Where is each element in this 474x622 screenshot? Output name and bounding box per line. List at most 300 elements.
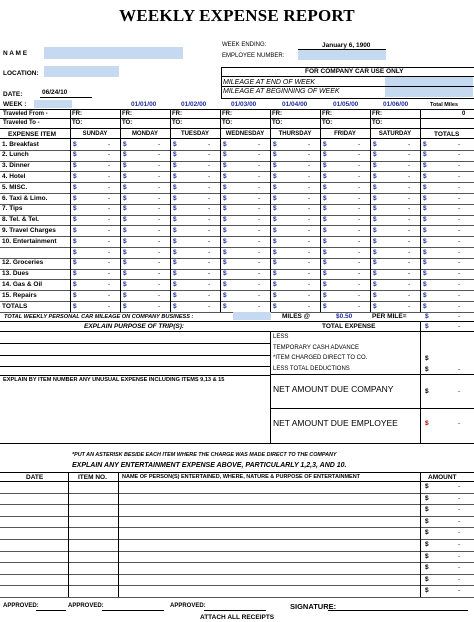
dollar-sign: $ (73, 248, 77, 256)
dollar-sign: $ (173, 259, 177, 267)
expense-row-label: 4. Hotel (2, 172, 26, 180)
dollar-sign: $ (73, 162, 77, 170)
day-header: MONDAY (131, 131, 159, 137)
amount-cell[interactable]: - (458, 226, 461, 234)
travel-to-cell[interactable]: TO: (372, 120, 383, 126)
per-mile-label: PER MILE= (372, 313, 407, 320)
ent-item-header: ITEM NO. (78, 474, 107, 481)
amount-cell[interactable]: - (358, 259, 361, 267)
dollar-sign: $ (423, 237, 427, 245)
dollar-sign: $ (73, 270, 77, 278)
amount-cell[interactable]: - (108, 216, 111, 224)
amount-cell[interactable]: - (258, 151, 261, 159)
amount-cell[interactable]: - (308, 151, 311, 159)
amount-cell[interactable]: - (208, 140, 211, 148)
net-company-dollar: $ (425, 388, 429, 395)
week-date: 01/04/00 (282, 101, 308, 108)
amount-cell[interactable]: - (308, 280, 311, 288)
ent-amount[interactable]: - (458, 494, 461, 502)
dollar-sign: $ (123, 302, 127, 310)
dollar-sign: $ (273, 280, 277, 288)
location-field[interactable] (44, 66, 119, 77)
dollar-sign: $ (223, 140, 227, 148)
dollar-sign: $ (273, 216, 277, 224)
ent-amount[interactable]: - (458, 529, 461, 537)
amount-cell[interactable]: - (308, 162, 311, 170)
week-date: 01/01/00 (131, 101, 157, 108)
amount-cell[interactable]: - (108, 280, 111, 288)
ent-dollar: $ (425, 517, 429, 525)
dollar-sign: $ (373, 216, 377, 224)
expense-row-label: 8. Tel. & Tel. (2, 216, 39, 224)
amount-cell[interactable]: - (208, 205, 211, 213)
amount-cell[interactable]: - (108, 226, 111, 234)
amount-cell[interactable]: - (208, 248, 211, 256)
dollar-sign: $ (173, 226, 177, 234)
dollar-sign: $ (223, 291, 227, 299)
amount-cell[interactable]: - (358, 205, 361, 213)
dollar-sign: $ (323, 162, 327, 170)
amount-cell[interactable]: - (208, 270, 211, 278)
amount-cell[interactable]: - (408, 194, 411, 202)
dollar-sign: $ (273, 237, 277, 245)
amount-cell[interactable]: - (158, 259, 161, 267)
mileage-rate: $0.50 (336, 313, 353, 320)
travel-from-cell[interactable]: FR: (122, 111, 132, 117)
dollar-sign: $ (323, 291, 327, 299)
dollar-sign: $ (273, 151, 277, 159)
amount-cell[interactable]: - (308, 205, 311, 213)
ent-dollar: $ (425, 483, 429, 490)
dollar-sign: $ (373, 237, 377, 245)
dollar-sign: $ (323, 248, 327, 256)
dollar-sign: $ (73, 205, 77, 213)
amount-cell[interactable]: - (158, 172, 161, 180)
net-company-label: NET AMOUNT DUE COMPANY (273, 384, 394, 394)
amount-cell[interactable]: - (408, 291, 411, 299)
amount-cell[interactable]: - (408, 140, 411, 148)
amount-cell[interactable]: - (358, 291, 361, 299)
ent-amount[interactable]: - (458, 575, 461, 583)
dollar-sign: $ (223, 162, 227, 170)
dollar-sign: $ (223, 226, 227, 234)
amount-cell[interactable]: - (158, 205, 161, 213)
amount-cell[interactable]: - (208, 280, 211, 288)
amount-cell[interactable]: - (258, 205, 261, 213)
amount-cell[interactable]: - (308, 291, 311, 299)
name-field[interactable] (44, 47, 183, 59)
amount-cell[interactable]: - (258, 270, 261, 278)
amount-cell[interactable]: - (258, 216, 261, 224)
week-date: 01/05/00 (333, 101, 359, 108)
dollar-sign: $ (373, 162, 377, 170)
charged-direct-dollar: $ (425, 355, 429, 362)
dollar-sign: $ (73, 302, 77, 310)
amount-cell[interactable]: - (308, 302, 311, 310)
dollar-sign: $ (273, 226, 277, 234)
amount-cell[interactable]: - (408, 162, 411, 170)
total-expense-dollar: $ (425, 323, 429, 330)
dollar-sign: $ (223, 302, 227, 310)
ent-persons-header: NAME OF PERSON(S) ENTERTAINED, WHERE, NATURE & PURPOSE OF ENTERTAINMENT (122, 474, 361, 480)
dollar-sign: $ (323, 151, 327, 159)
amount-cell[interactable]: - (358, 140, 361, 148)
amount-cell[interactable]: - (458, 216, 461, 224)
amount-cell[interactable]: - (158, 140, 161, 148)
amount-cell[interactable]: - (258, 194, 261, 202)
dollar-sign: $ (223, 259, 227, 267)
dollar-sign: $ (223, 172, 227, 180)
date-label: DATE: (3, 91, 23, 98)
amount-cell[interactable]: - (258, 172, 261, 180)
ent-amount[interactable]: - (458, 483, 461, 490)
dollar-sign: $ (423, 302, 427, 310)
mileage-end-field[interactable] (385, 77, 473, 86)
ent-dollar: $ (425, 541, 429, 548)
dollar-sign: $ (173, 183, 177, 191)
week-ending-value: January 6, 1900 (322, 42, 371, 49)
amount-cell[interactable]: - (108, 194, 111, 202)
total-expense-label: TOTAL EXPENSE (322, 323, 376, 330)
location-label: LOCATION: (3, 70, 39, 77)
amount-cell[interactable]: - (108, 162, 111, 170)
amount-cell[interactable]: - (108, 172, 111, 180)
dollar-sign: $ (223, 216, 227, 224)
amount-cell[interactable]: - (258, 291, 261, 299)
miles-field[interactable] (233, 312, 271, 320)
amount-cell[interactable]: - (258, 140, 261, 148)
amount-cell[interactable]: - (358, 162, 361, 170)
amount-cell[interactable]: - (108, 140, 111, 148)
amount-cell[interactable]: - (358, 172, 361, 180)
mileage-end-label: MILEAGE AT END OF WEEK (223, 79, 316, 86)
dollar-sign: $ (423, 172, 427, 180)
dollar-sign: $ (173, 237, 177, 245)
amount-cell[interactable]: - (458, 205, 461, 213)
amount-cell[interactable]: - (408, 248, 411, 256)
dollar-sign: $ (123, 162, 127, 170)
dollar-sign: $ (323, 226, 327, 234)
expense-row-label: 6. Taxi & Limo. (2, 194, 48, 202)
dollar-sign: $ (273, 259, 277, 267)
dollar-sign: $ (223, 270, 227, 278)
amount-cell[interactable]: - (358, 226, 361, 234)
amount-cell[interactable]: - (258, 248, 261, 256)
amount-cell[interactable]: - (258, 237, 261, 245)
amount-cell[interactable]: - (158, 248, 161, 256)
dollar-sign: $ (273, 205, 277, 213)
dollar-sign: $ (373, 183, 377, 191)
ent-amount[interactable]: - (458, 552, 461, 560)
amount-cell[interactable]: - (408, 216, 411, 224)
amount-cell[interactable]: - (208, 162, 211, 170)
dollar-sign: $ (223, 183, 227, 191)
dollar-sign: $ (73, 280, 77, 288)
dollar-sign: $ (423, 259, 427, 267)
dollar-sign: $ (123, 205, 127, 213)
dollar-sign: $ (173, 216, 177, 224)
week-ending-label: WEEK ENDING: (222, 42, 267, 48)
week-date: 01/02/00 (181, 101, 207, 108)
travel-from-cell[interactable]: FR: (272, 111, 282, 117)
amount-cell[interactable]: - (458, 259, 461, 267)
totals-header: TOTALS (434, 131, 460, 138)
dollar-sign: $ (373, 151, 377, 159)
dollar-sign: $ (323, 237, 327, 245)
ent-dollar: $ (425, 494, 429, 502)
dollar-sign: $ (173, 172, 177, 180)
amount-cell[interactable]: - (308, 270, 311, 278)
amount-cell[interactable]: - (458, 302, 461, 310)
dollar-sign: $ (123, 194, 127, 202)
purpose-label: EXPLAIN PURPOSE OF TRIP(S): (84, 323, 185, 330)
less-label: LESS (273, 334, 289, 340)
amount-cell[interactable]: - (358, 248, 361, 256)
expense-row-label: 10. Entertainment (2, 237, 57, 245)
miles-at-label: MILES @ (282, 313, 311, 320)
amount-cell[interactable]: - (358, 194, 361, 202)
amount-cell[interactable]: - (408, 226, 411, 234)
amount-cell[interactable]: - (358, 151, 361, 159)
amount-cell[interactable]: - (158, 291, 161, 299)
dollar-sign: $ (373, 194, 377, 202)
dollar-sign: $ (423, 216, 427, 224)
dollar-sign: $ (273, 183, 277, 191)
amount-cell[interactable]: - (158, 237, 161, 245)
dollar-sign: $ (373, 205, 377, 213)
travel-from-cell[interactable]: FR: (172, 111, 182, 117)
amount-cell[interactable]: - (208, 226, 211, 234)
dollar-sign: $ (373, 226, 377, 234)
amount-cell[interactable]: - (108, 237, 111, 245)
week-label: WEEK : (3, 101, 27, 108)
travel-to-cell[interactable]: TO: (122, 120, 133, 126)
amount-cell[interactable]: - (308, 194, 311, 202)
travel-to-cell[interactable]: TO: (272, 120, 283, 126)
dollar-sign: $ (273, 270, 277, 278)
amount-cell[interactable]: - (408, 237, 411, 245)
dollar-sign: $ (223, 237, 227, 245)
amount-cell[interactable]: - (208, 183, 211, 191)
dollar-sign: $ (173, 291, 177, 299)
dollar-sign: $ (373, 259, 377, 267)
amount-cell[interactable]: - (308, 237, 311, 245)
amount-cell[interactable]: - (158, 280, 161, 288)
amount-cell[interactable]: - (408, 302, 411, 310)
amount-cell[interactable]: - (258, 226, 261, 234)
amount-cell[interactable]: - (358, 216, 361, 224)
ent-amount[interactable]: - (458, 517, 461, 525)
amount-cell[interactable]: - (258, 259, 261, 267)
amount-cell[interactable]: - (158, 216, 161, 224)
dollar-sign: $ (273, 248, 277, 256)
amount-cell[interactable]: - (458, 162, 461, 170)
traveled-from-label: Traveled From - (3, 111, 48, 117)
amount-cell[interactable]: - (208, 302, 211, 310)
amount-cell[interactable]: - (458, 140, 461, 148)
travel-to-cell[interactable]: TO: (72, 120, 83, 126)
travel-from-cell[interactable]: FR: (72, 111, 82, 117)
ent-dollar: $ (425, 564, 429, 572)
dollar-sign: $ (223, 248, 227, 256)
expense-row-label: 12. Groceries (2, 259, 44, 267)
dollar-sign: $ (223, 205, 227, 213)
amount-cell[interactable]: - (208, 216, 211, 224)
travel-to-cell[interactable]: TO: (222, 120, 233, 126)
ent-dollar: $ (425, 587, 429, 595)
amount-cell[interactable]: - (308, 183, 311, 191)
amount-cell[interactable]: - (208, 237, 211, 245)
dollar-sign: $ (73, 140, 77, 148)
amount-cell[interactable]: - (258, 302, 261, 310)
amount-cell[interactable]: - (458, 237, 461, 245)
dollar-sign: $ (173, 140, 177, 148)
dollar-sign: $ (323, 205, 327, 213)
amount-cell[interactable]: - (308, 226, 311, 234)
amount-cell[interactable]: - (208, 259, 211, 267)
dollar-sign: $ (173, 248, 177, 256)
amount-cell[interactable]: - (408, 280, 411, 288)
dollar-sign: $ (173, 151, 177, 159)
ent-amount[interactable]: - (458, 541, 461, 548)
amount-cell[interactable]: - (158, 226, 161, 234)
car-box-title: FOR COMPANY CAR USE ONLY (305, 68, 404, 75)
amount-cell[interactable]: - (208, 172, 211, 180)
dollar-sign: $ (273, 172, 277, 180)
total-miles-label: Total Miles (430, 102, 459, 108)
amount-cell[interactable]: - (308, 140, 311, 148)
amount-cell[interactable]: - (408, 151, 411, 159)
week-start-field[interactable] (34, 100, 72, 108)
amount-cell[interactable]: - (108, 291, 111, 299)
amount-cell[interactable]: - (208, 291, 211, 299)
dollar-sign: $ (173, 270, 177, 278)
amount-cell[interactable]: - (158, 194, 161, 202)
amount-cell[interactable]: - (108, 259, 111, 267)
dollar-sign: $ (223, 151, 227, 159)
dollar-sign: $ (323, 183, 327, 191)
amount-cell[interactable]: - (308, 259, 311, 267)
travel-from-cell[interactable]: FR: (372, 111, 382, 117)
amount-cell[interactable]: - (258, 280, 261, 288)
amount-cell[interactable]: - (208, 194, 211, 202)
ent-amount[interactable]: - (458, 506, 461, 514)
net-employee-dollar: $ (425, 420, 429, 427)
dollar-sign: $ (173, 280, 177, 288)
amount-cell[interactable]: - (158, 162, 161, 170)
net-employee-amount: - (458, 420, 461, 427)
travel-from-cell[interactable]: FR: (222, 111, 232, 117)
dollar-sign: $ (123, 226, 127, 234)
amount-cell[interactable]: - (408, 183, 411, 191)
entertainment-note: EXPLAIN ANY ENTERTAINMENT EXPENSE ABOVE, PARTICULARLY 1,2,3, AND 10. (72, 462, 347, 469)
dollar-sign: $ (73, 259, 77, 267)
day-header: SUNDAY (82, 131, 108, 137)
amount-cell[interactable]: - (358, 237, 361, 245)
travel-from-cell[interactable]: FR: (322, 111, 332, 117)
expense-row-label: 14. Gas & Oil (2, 280, 43, 288)
amount-cell[interactable]: - (358, 270, 361, 278)
dollar-sign: $ (423, 140, 427, 148)
dollar-sign: $ (373, 302, 377, 310)
dollar-sign: $ (123, 270, 127, 278)
amount-cell[interactable]: - (108, 302, 111, 310)
amount-cell[interactable]: - (258, 183, 261, 191)
dollar-sign: $ (123, 151, 127, 159)
amount-cell[interactable]: - (458, 291, 461, 299)
approved-label-3: APPROVED: (170, 603, 206, 609)
amount-cell[interactable]: - (108, 205, 111, 213)
dollar-sign: $ (223, 280, 227, 288)
dollar-sign: $ (423, 194, 427, 202)
net-employee-label: NET AMOUNT DUE EMPLOYEE (273, 418, 398, 428)
dollar-sign: $ (73, 226, 77, 234)
ent-dollar: $ (425, 506, 429, 514)
day-header: THURSDAY (278, 131, 312, 137)
week-date: 01/06/00 (383, 101, 409, 108)
ent-amount[interactable]: - (458, 587, 461, 595)
amount-cell[interactable]: - (108, 248, 111, 256)
amount-cell[interactable]: - (458, 183, 461, 191)
dollar-sign: $ (323, 270, 327, 278)
dollar-sign: $ (423, 205, 427, 213)
amount-cell[interactable]: - (158, 270, 161, 278)
expense-row-label: 9. Travel Charges (2, 226, 56, 234)
dollar-sign: $ (323, 194, 327, 202)
amount-cell[interactable]: - (308, 216, 311, 224)
amount-cell[interactable]: - (408, 205, 411, 213)
dollar-sign: $ (323, 216, 327, 224)
amount-cell[interactable]: - (458, 270, 461, 278)
dollar-sign: $ (423, 162, 427, 170)
amount-cell[interactable]: - (408, 259, 411, 267)
dollar-sign: $ (73, 194, 77, 202)
employee-number-field[interactable] (298, 50, 386, 60)
dollar-sign: $ (73, 183, 77, 191)
amount-cell[interactable]: - (358, 302, 361, 310)
amount-cell[interactable]: - (458, 280, 461, 288)
amount-cell[interactable]: - (458, 248, 461, 256)
mileage-amount: - (458, 313, 461, 320)
amount-cell[interactable]: - (408, 172, 411, 180)
amount-cell[interactable]: - (258, 162, 261, 170)
amount-cell[interactable]: - (458, 151, 461, 159)
amount-cell[interactable]: - (358, 280, 361, 288)
travel-to-cell[interactable]: TO: (322, 120, 333, 126)
expense-row-label: 13. Dues (2, 270, 29, 278)
amount-cell[interactable]: - (108, 151, 111, 159)
amount-cell[interactable]: - (308, 172, 311, 180)
amount-cell[interactable]: - (308, 248, 311, 256)
amount-cell[interactable]: - (458, 172, 461, 180)
charged-direct-label: *ITEM CHARGED DIRECT TO CO. (273, 355, 368, 361)
amount-cell[interactable]: - (408, 270, 411, 278)
amount-cell[interactable]: - (208, 151, 211, 159)
amount-cell[interactable]: - (108, 270, 111, 278)
mileage-begin-field[interactable] (385, 87, 473, 97)
amount-cell[interactable]: - (158, 183, 161, 191)
amount-cell[interactable]: - (358, 183, 361, 191)
amount-cell[interactable]: - (158, 302, 161, 310)
ent-amount[interactable]: - (458, 564, 461, 572)
dollar-sign: $ (173, 205, 177, 213)
amount-cell[interactable]: - (158, 151, 161, 159)
amount-cell[interactable]: - (458, 194, 461, 202)
dollar-sign: $ (73, 291, 77, 299)
amount-cell[interactable]: - (108, 183, 111, 191)
travel-to-cell[interactable]: TO: (172, 120, 183, 126)
mileage-begin-label: MILEAGE AT BEGINNING OF WEEK (223, 88, 340, 95)
